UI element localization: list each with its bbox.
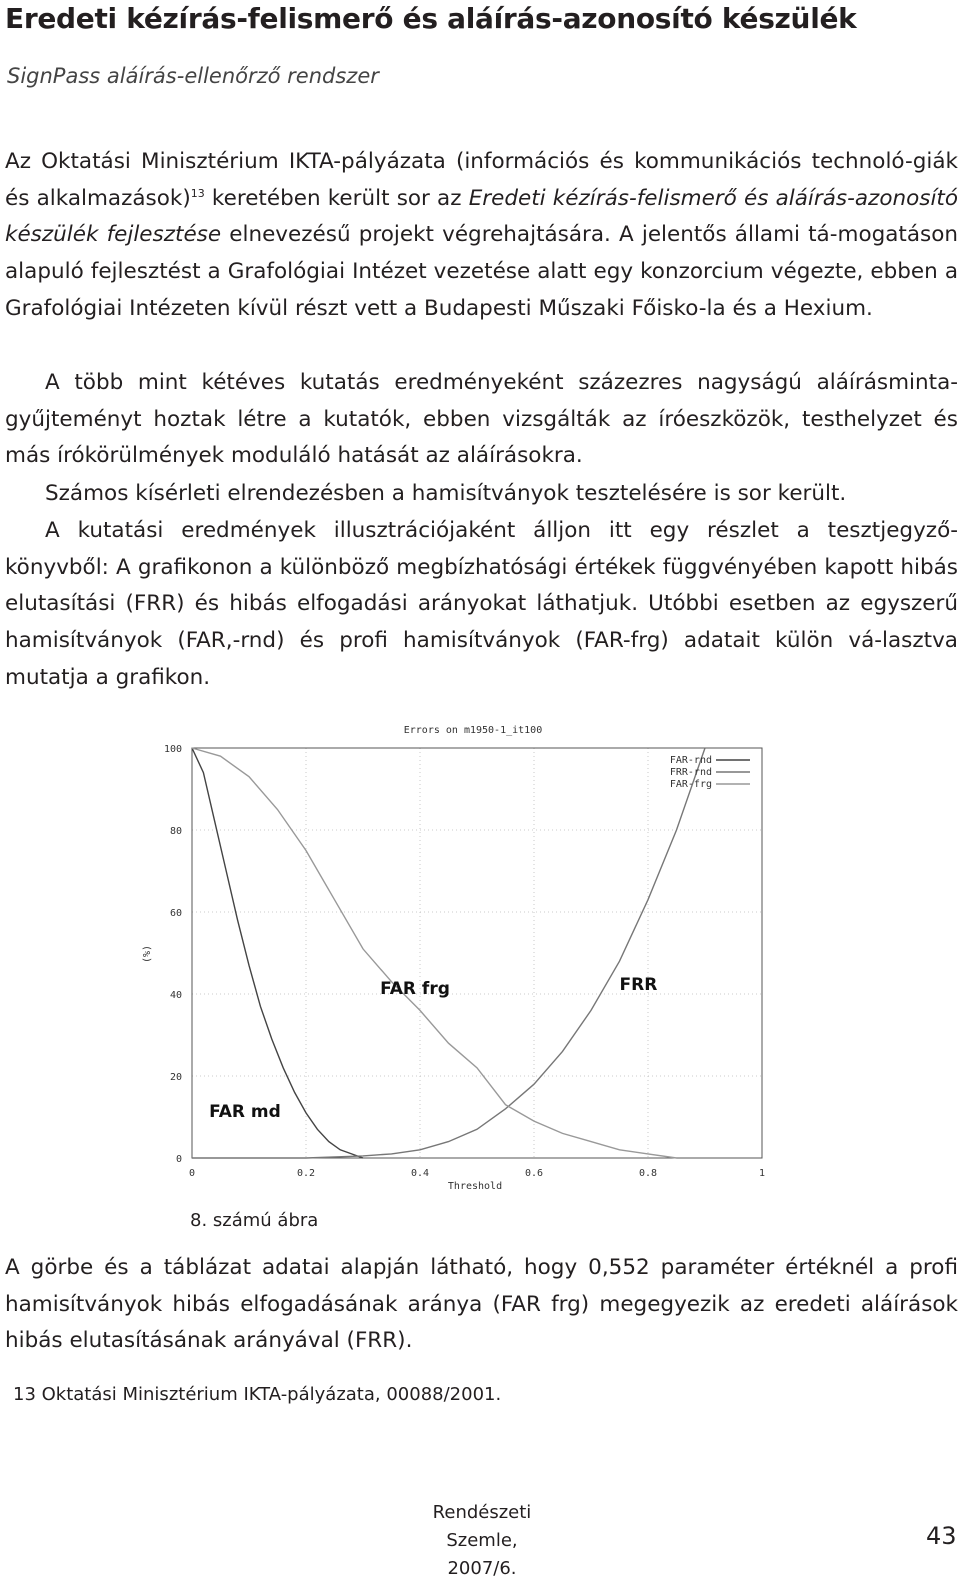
chart-y-axis-label: (%) <box>142 944 153 964</box>
paragraph-4 <box>5 513 958 697</box>
x-tick-label: 0.8 <box>638 1168 658 1179</box>
legend-label: FAR-rnd <box>669 755 712 766</box>
journal-info <box>400 1499 564 1583</box>
p1-text-a: Az Oktatási Minisztérium IKTA-pályázata (információs és kommunikációs technoló-giák és alkalmazások) <box>5 149 958 211</box>
p4-text: A kutatási eredmények illusztrációjaként álljon itt egy részlet a tesztjegyző-könyvből: A grafikonon a különböző megbízhatósági értékek függvényében kapott hibás elutasítási (FRR) és hibás elfogadási arányokat láthatjuk. Utóbbi esetben az egyszerű hamisítványok (FAR,-rnd) és profi hamisítványok (FAR-frg) adatait külön vá-lasztva mutatja a grafikon. <box>5 518 958 690</box>
p1-text-b: keretében került sor az <box>204 185 469 211</box>
y-tick-label: 80 <box>169 826 182 837</box>
x-tick-label: 0.6 <box>524 1168 544 1179</box>
chart-title: Errors on m1950-1_it100 <box>403 725 543 736</box>
legend-label: FAR-frg <box>669 779 712 790</box>
footnote: 13 Oktatási Minisztérium IKTA-pályázata, 00088/2001. <box>13 1384 502 1405</box>
paragraph-3 <box>5 476 958 513</box>
y-tick-label: 0 <box>175 1154 182 1165</box>
x-tick-label: 1 <box>758 1168 766 1179</box>
p3-text: Számos kísérleti elrendezésben a hamisítványok tesztelésére is sor került. <box>45 481 847 506</box>
series-line-far-frg <box>192 748 677 1158</box>
journal-name: Rendészeti Szemle, <box>432 1502 532 1551</box>
paragraph-5 <box>5 1250 958 1360</box>
p1-text-c: elnevezésű projekt végrehajtására. A jelentős állami tá-mogatáson alapuló fejlesztést a Grafológiai Intézet vezetése alatt egy konzorcium végezte, ebben a Grafológiai Intézeten kívül részt vett a Budapesti Műszaki Főisko-la és a Hexium. <box>5 222 959 321</box>
paragraph-2 <box>5 365 958 475</box>
x-tick-label: 0.2 <box>296 1168 316 1179</box>
footnote-ref: 13 <box>190 186 205 200</box>
y-tick-label: 40 <box>169 990 182 1001</box>
article-title: Eredeti kézírás-felismerő és aláírás-azonosító készülék <box>5 2 857 35</box>
y-tick-label: 20 <box>169 1072 182 1083</box>
chart-annotations <box>209 975 657 1122</box>
chart-annotation: FAR md <box>209 1102 281 1122</box>
error-rate-chart <box>130 712 790 1202</box>
p5-text: A görbe és a táblázat adatai alapján látható, hogy 0,552 paraméter értéknél a profi hamisítványok hibás elfogadásának aránya (FAR frg) megegyezik az eredeti aláírások hibás elutasításának arányával (FRR). <box>5 1255 958 1354</box>
paragraph-1 <box>5 144 958 328</box>
article-subtitle: SignPass aláírás-ellenőrző rendszer <box>7 64 379 88</box>
series-line-frr-rnd <box>192 748 705 1158</box>
x-tick-label: 0.4 <box>410 1168 430 1179</box>
x-tick-label: 0 <box>188 1168 196 1179</box>
journal-issue: 2007/6. <box>447 1558 517 1579</box>
chart-annotation: FAR frg <box>380 979 450 999</box>
p2-text: A több mint kétéves kutatás eredményeként százezres nagyságú aláírásminta-gyűjteményt hoztak létre a kutatók, ebben vizsgálták az íróeszközök, testhelyzet és más írókörülmények moduláló hatását az aláírásokra. <box>5 370 958 469</box>
page-number: 43 <box>926 1522 957 1550</box>
y-tick-label: 60 <box>169 908 182 919</box>
p1-project-name: Eredeti kézírás-felismerő és aláírás-azonosító készülék fejlesztése <box>5 185 959 248</box>
figure-caption: 8. számú ábra <box>190 1210 319 1231</box>
chart-legend <box>670 755 750 790</box>
legend-label: FRR-rnd <box>669 767 712 778</box>
chart-x-axis-label: Threshold <box>447 1181 503 1192</box>
y-tick-label: 100 <box>163 744 182 755</box>
chart-series <box>192 748 705 1158</box>
chart-annotation: FRR <box>619 974 658 995</box>
